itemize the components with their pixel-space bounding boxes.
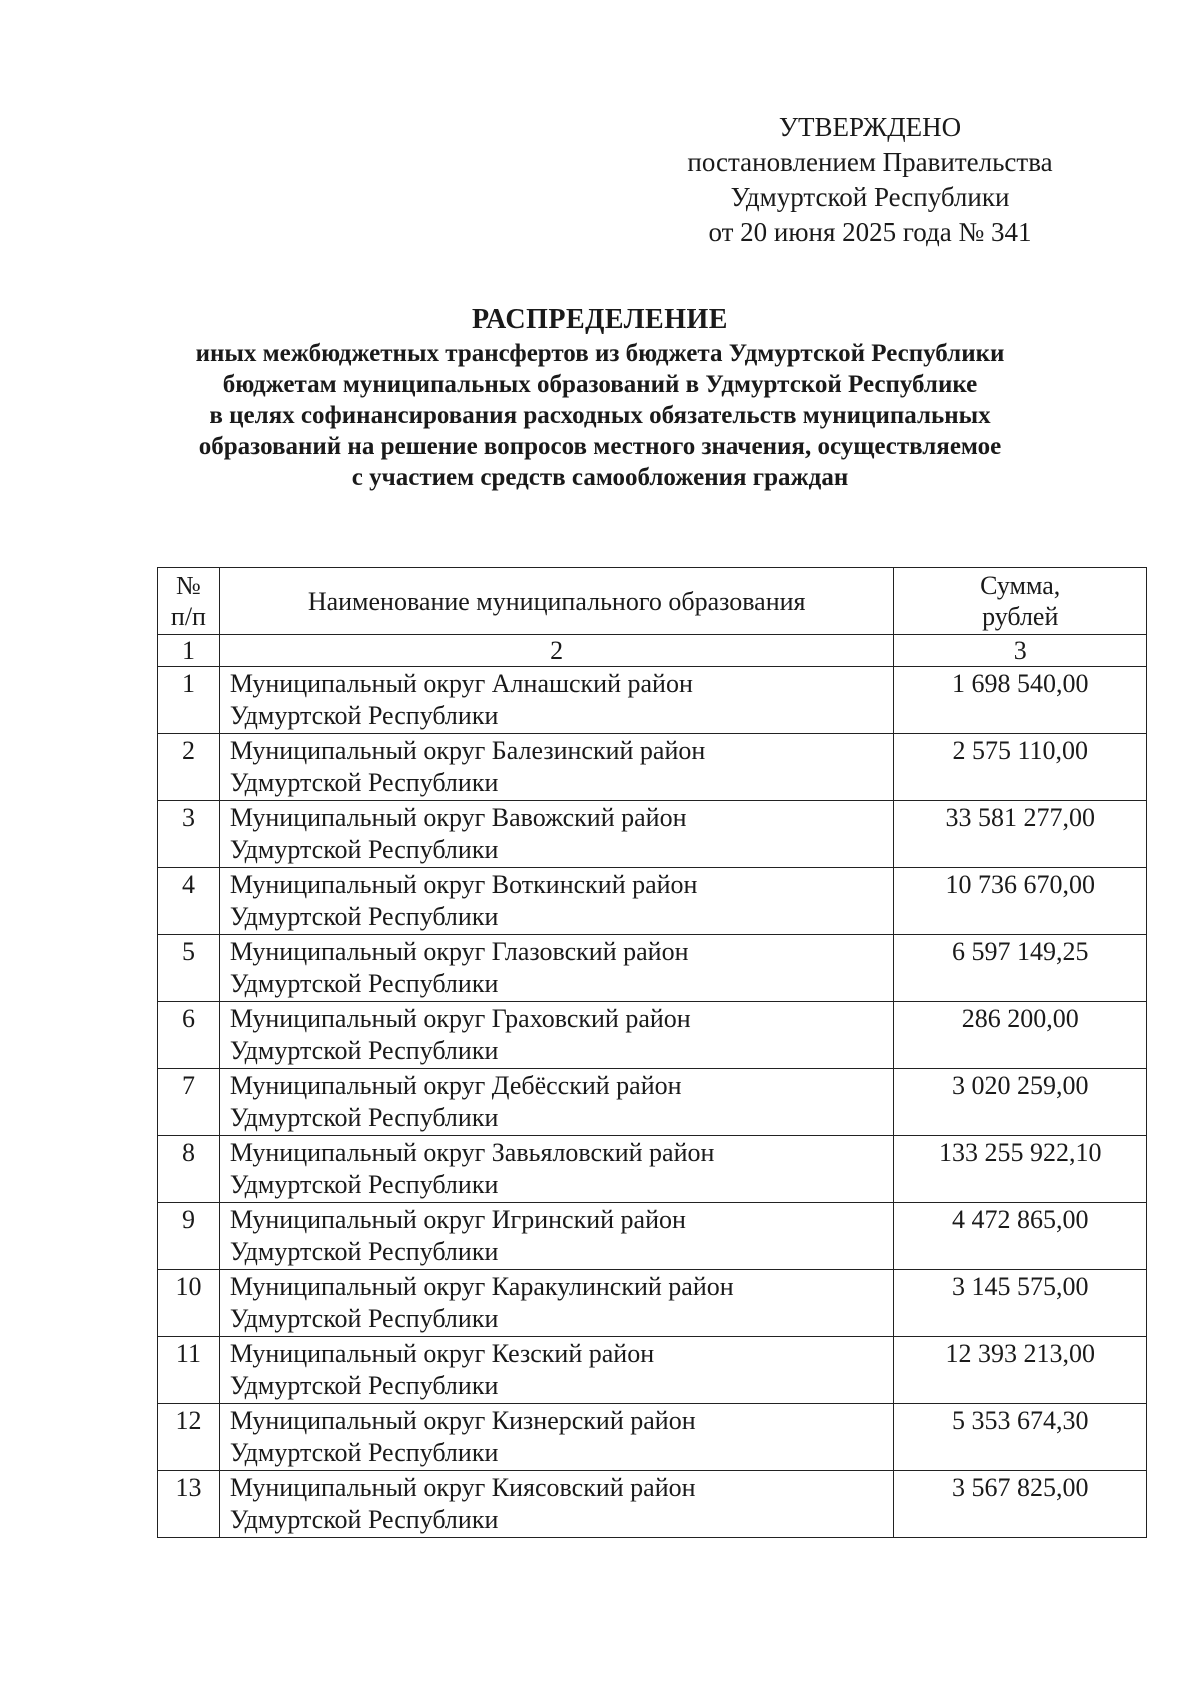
table-row (158, 1069, 1147, 1136)
approval-stamp (640, 110, 1100, 250)
distribution-table (157, 567, 1147, 1538)
municipality-name-line1: Муниципальный округ Вавожский район (229, 803, 687, 832)
header-sum (894, 568, 1147, 635)
row-number: 11 (158, 1337, 220, 1404)
municipality-name (219, 935, 894, 1002)
municipality-name (219, 1136, 894, 1203)
municipality-name-line1: Муниципальный округ Воткинский район (229, 870, 698, 899)
municipality-name-line1: Муниципальный округ Завьяловский район (229, 1138, 715, 1167)
transfer-amount: 4 472 865,00 (894, 1203, 1147, 1270)
table-row (158, 1471, 1147, 1538)
title-line: бюджетам муниципальных образований в Удмуртской Республике (222, 371, 978, 398)
row-number: 2 (158, 734, 220, 801)
header-number (158, 568, 220, 635)
table-row (158, 801, 1147, 868)
title-line: в целях софинансирования расходных обязательств муниципальных (209, 402, 991, 429)
transfer-amount: 2 575 110,00 (894, 734, 1147, 801)
header-name: Наименование муниципального образования (219, 568, 894, 635)
table-row (158, 868, 1147, 935)
row-number: 10 (158, 1270, 220, 1337)
municipality-name (219, 868, 894, 935)
municipality-name-line1: Муниципальный округ Кизнерский район (229, 1406, 696, 1435)
approval-date-number: от 20 июня 2025 года № 341 (708, 217, 1032, 247)
municipality-name (219, 1337, 894, 1404)
title-line: образований на решение вопросов местного значения, осуществляемое (198, 433, 1002, 460)
transfer-amount: 3 020 259,00 (894, 1069, 1147, 1136)
municipality-name (219, 1270, 894, 1337)
transfer-amount: 3 567 825,00 (894, 1471, 1147, 1538)
row-number: 9 (158, 1203, 220, 1270)
row-number: 7 (158, 1069, 220, 1136)
municipality-name-line2: Удмуртской Республики (229, 1237, 499, 1266)
municipality-name (219, 1002, 894, 1069)
document-title (90, 302, 1110, 493)
municipality-name (219, 1069, 894, 1136)
municipality-name-line2: Удмуртской Республики (229, 701, 499, 730)
municipality-name-line2: Удмуртской Республики (229, 969, 499, 998)
table-body (158, 667, 1147, 1538)
transfer-amount: 3 145 575,00 (894, 1270, 1147, 1337)
row-number: 4 (158, 868, 220, 935)
municipality-name (219, 734, 894, 801)
municipality-name-line2: Удмуртской Республики (229, 902, 499, 931)
municipality-name (219, 1404, 894, 1471)
row-number: 5 (158, 935, 220, 1002)
municipality-name (219, 1471, 894, 1538)
header-number-sign: № (176, 571, 201, 600)
column-number: 1 (158, 635, 220, 667)
municipality-name-line2: Удмуртской Республики (229, 1036, 499, 1065)
approval-heading: УТВЕРЖДЕНО (778, 112, 962, 142)
row-number: 3 (158, 801, 220, 868)
municipality-name-line1: Муниципальный округ Глазовский район (229, 937, 689, 966)
municipality-name-line1: Муниципальный округ Балезинский район (229, 736, 706, 765)
header-number-abbrev: п/п (170, 602, 206, 631)
approval-region: Удмуртской Республики (730, 182, 1010, 212)
header-sum-label: Сумма, (980, 571, 1061, 600)
municipality-name-line2: Удмуртской Республики (229, 1304, 499, 1333)
municipality-name-line2: Удмуртской Республики (229, 1371, 499, 1400)
transfer-amount: 5 353 674,30 (894, 1404, 1147, 1471)
municipality-name-line2: Удмуртской Республики (229, 1103, 499, 1132)
municipality-name-line2: Удмуртской Республики (229, 768, 499, 797)
table-row (158, 935, 1147, 1002)
transfer-amount: 286 200,00 (894, 1002, 1147, 1069)
row-number: 1 (158, 667, 220, 734)
municipality-name-line1: Муниципальный округ Кезский район (229, 1339, 655, 1368)
transfer-amount: 33 581 277,00 (894, 801, 1147, 868)
column-number-row (158, 635, 1147, 667)
title-line: иных межбюджетных трансфертов из бюджета Удмуртской Республики (195, 340, 1005, 367)
column-number: 3 (894, 635, 1147, 667)
table-row (158, 1270, 1147, 1337)
title-main: РАСПРЕДЕЛЕНИЕ (472, 304, 728, 335)
table-row (158, 1002, 1147, 1069)
municipality-name (219, 667, 894, 734)
table-row (158, 667, 1147, 734)
table-row (158, 734, 1147, 801)
municipality-name-line1: Муниципальный округ Игринский район (229, 1205, 686, 1234)
table-row (158, 1337, 1147, 1404)
table-row (158, 1136, 1147, 1203)
table-row (158, 1203, 1147, 1270)
row-number: 12 (158, 1404, 220, 1471)
transfer-amount: 10 736 670,00 (894, 868, 1147, 935)
row-number: 8 (158, 1136, 220, 1203)
header-sum-unit: рублей (982, 602, 1059, 631)
municipality-name-line1: Муниципальный округ Киясовский район (229, 1473, 696, 1502)
row-number: 6 (158, 1002, 220, 1069)
municipality-name (219, 801, 894, 868)
table-row (158, 1404, 1147, 1471)
transfer-amount: 12 393 213,00 (894, 1337, 1147, 1404)
title-line: с участием средств самообложения граждан (351, 464, 849, 491)
municipality-name-line2: Удмуртской Республики (229, 1438, 499, 1467)
municipality-name-line2: Удмуртской Республики (229, 1505, 499, 1534)
column-number: 2 (219, 635, 894, 667)
municipality-name-line2: Удмуртской Республики (229, 835, 499, 864)
municipality-name-line1: Муниципальный округ Граховский район (229, 1004, 691, 1033)
transfer-amount: 1 698 540,00 (894, 667, 1147, 734)
municipality-name (219, 1203, 894, 1270)
municipality-name-line1: Муниципальный округ Каракулинский район (229, 1272, 734, 1301)
transfer-amount: 133 255 922,10 (894, 1136, 1147, 1203)
transfer-amount: 6 597 149,25 (894, 935, 1147, 1002)
municipality-name-line1: Муниципальный округ Дебёсский район (229, 1071, 682, 1100)
table-header-row (158, 568, 1147, 635)
municipality-name-line2: Удмуртской Республики (229, 1170, 499, 1199)
approval-authority: постановлением Правительства (687, 147, 1053, 177)
municipality-name-line1: Муниципальный округ Алнашский район (229, 669, 693, 698)
row-number: 13 (158, 1471, 220, 1538)
